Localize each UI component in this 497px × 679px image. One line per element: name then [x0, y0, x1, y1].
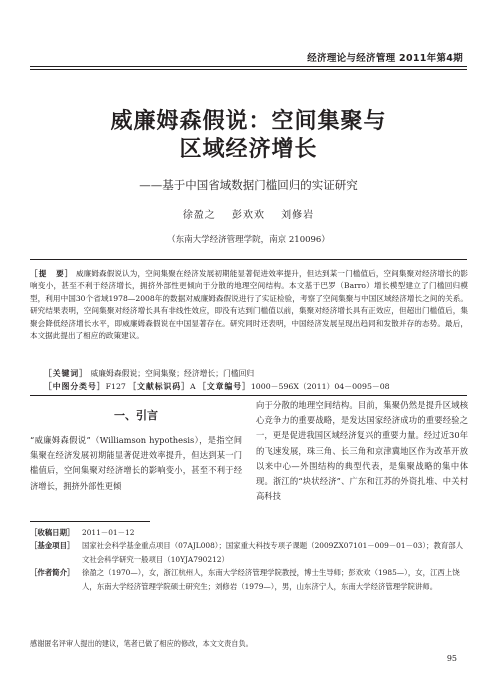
body-right-column: 向于分散的地理空间结构。目前，集聚仍然是提升区域核心竞争力的重要战略，是发达国家经济成功的重要经验之一，更是促进我国区域经济复兴的重要力量。经过近30年的飞速发展，珠三角、长三角和京津冀地区作为改革开放以来中心—外围结构的典型代表，是集聚战略的集中体现。浙江的“块状经济”、广东和江苏的外资扎堆、中关村高科技 — [256, 400, 468, 502]
footnote-label: ［收稿日期］ — [30, 528, 75, 537]
abstract — [30, 268, 468, 342]
keywords — [44, 368, 468, 379]
clc-tag: ［中图分类号］ — [44, 382, 106, 391]
keywords-text: 威廉姆森假说；空间集聚；经济增长；门槛回归 — [90, 369, 255, 378]
footnotes — [30, 526, 468, 593]
footnote-text: 国家社会科学基金重点项目（07AJL008）；国家重大科技专项子课题（2009ZX07101－009－01－03）；教育部人文社会科学研究一般项目（10YJA790212） — [82, 541, 464, 564]
footnote-rule — [30, 521, 150, 522]
classification — [44, 381, 468, 392]
reviewer-note: 感谢匿名评审人提出的建议，笔者已做了相应的修改，本文文责自负。 — [30, 639, 253, 648]
footnote-label: ［作者简介］ — [30, 568, 75, 578]
abstract-top-rule — [30, 259, 467, 260]
footnote-received — [30, 526, 468, 539]
keywords-tag: ［关键词］ — [44, 369, 88, 378]
abstract-bottom-rule — [30, 395, 467, 396]
title-line-1: 威廉姆森假说：空间集聚与 — [110, 108, 387, 134]
header-rule-thin — [30, 69, 467, 70]
body-left-column: “威廉姆森假说”（Williamson hypothesis），是指空间集聚在经济发展初期能显著促进效率提升，但达到某一门槛值后，空间集聚对经济增长的影响变小，甚至不利于经济增长，拥挤外部性更倾 — [30, 435, 242, 491]
footnote-label: ［基金项目］ — [30, 541, 75, 551]
abstract-text: 威廉姆森假说认为，空间集聚在经济发展初期能显著促进效率提升，但达到某一门槛值后，空间集聚对经济增长的影响变小，甚至不利于经济增长，拥挤外部性更倾向于分散的地理空间结构。本文基于巴罗（Barro）增长模型建立了门槛回归模型，利用中国30个省域1978—2008年的数据对威廉姆森假说进行了实证检验，考察了空间集聚与中国区域经济增长之间的关系。研究结果表明，空间集聚对经济增长具有非线性效应，即没有达到门槛值以前，集聚对经济增长具有正效应，但超出门槛值后，集聚会降低经济增长水平，即威廉姆森假说在中国显著存在。研究同时还表明，中国经济发展呈现出趋同和发散并存的态势。最后，本文据此提出了相应的政策建议。 — [30, 269, 469, 341]
abstract-tag: ［提 要］ — [30, 269, 74, 278]
page-number: 95 — [446, 654, 457, 663]
article-no-tag: ［文章编号］ — [198, 382, 251, 391]
article-no-value: 1000－596X（2011）04－0095－08 — [250, 382, 390, 391]
footnote-funding — [30, 539, 468, 566]
subtitle: ——基于中国省域数据门槛回归的实证研究 — [139, 178, 358, 192]
authors: 徐盈之 彭欢欢 刘修岩 — [182, 210, 315, 221]
doc-code-tag: ［文献标识码］ — [128, 382, 190, 391]
clc-value: F127 — [105, 382, 126, 391]
footnote-text: 2011－01－12 — [82, 528, 135, 537]
title-line-2: 区域经济增长 — [179, 136, 318, 162]
doc-code-value: A — [189, 382, 196, 391]
affiliation: （东南大学经济管理学院，南京 210096） — [167, 235, 330, 245]
journal-header: 经济理论与经济管理 2011年第4期 — [307, 53, 463, 64]
footnote-text: 徐盈之（1970—），女，浙江杭州人，东南大学经济管理学院教授，博士生导师；彭欢欢（1985—），女，江西上饶人，东南大学经济管理学院硕士研究生；刘修岩（1979—），男，山东济宁人，东南大学经济管理学院讲师。 — [82, 568, 460, 591]
header-rule-thick — [30, 66, 467, 67]
section-heading: 一、引言 — [114, 409, 158, 422]
footnote-authors — [30, 566, 468, 593]
